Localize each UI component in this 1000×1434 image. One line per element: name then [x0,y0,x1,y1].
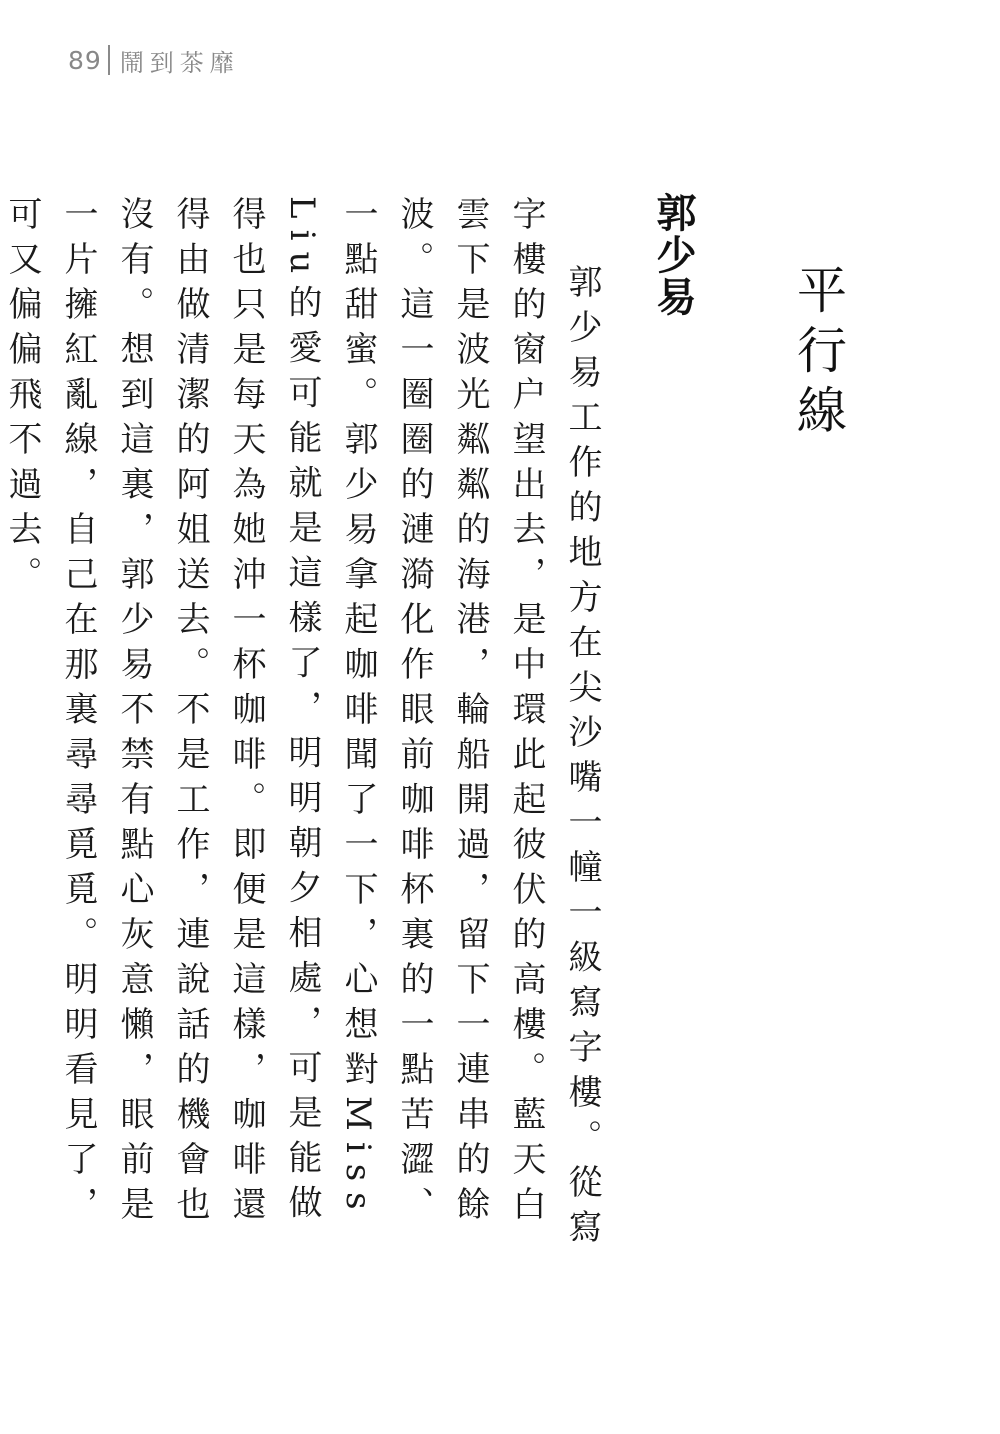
page-number: 89 [68,45,102,75]
section-heading: 郭少易 [650,192,696,318]
body-paragraph: 郭少易工作的地方在尖沙嘴一幢一級寫字樓。從寫字樓的窗户望出去，是中環此起彼伏的高樓。藍天白雲下是波光粼粼的海港，輪船開過，留下一連串的餘波。這一圈圈的漣漪化作眼前咖啡杯裏的一點苦澀、一點甜蜜。郭少易拿起咖啡聞了一下，心想對Miss Liu的愛可能就是這樣了，明明朝夕相處，可是能做得也只是每天為她沖一杯咖啡。即便是這樣，咖啡還得由做清潔的阿姐送去。不是工作，連說話的機會也沒有。想到這裏，郭少易不禁有點心灰意懶，眼前是一片擁紅亂線，自己在那裏尋尋覓覓。明明看見了，可又偏偏飛不過去。 [2,196,602,1254]
body-text [2,196,610,1256]
book-title: 鬧到茶靡 [119,48,240,77]
chapter-title: 平行線 [789,264,847,444]
